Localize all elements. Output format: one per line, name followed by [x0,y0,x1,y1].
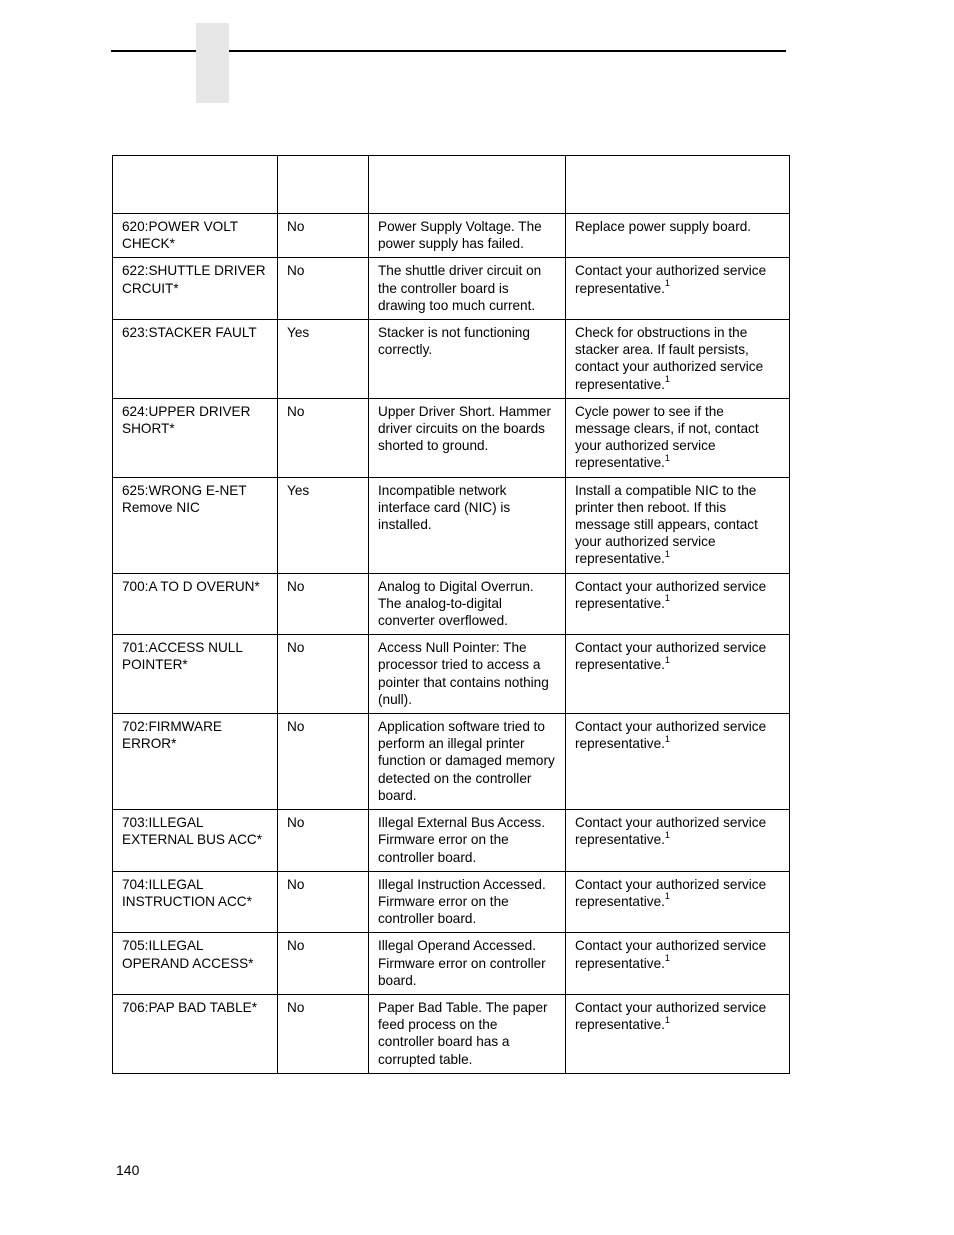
table-row [113,573,790,635]
action-cell [566,994,790,1073]
action-cell-text: Contact your authorized service representative. [575,999,767,1033]
action-cell [566,810,790,872]
column-header [566,156,790,214]
footnote-marker: 1 [664,278,670,289]
table-row [113,714,790,810]
explanation-cell-text: Incompatible network interface card (NIC) is installed. [378,482,511,533]
footnote-marker: 1 [664,891,670,902]
action-cell [566,398,790,477]
message-cell-text: 706:PAP BAD TABLE* [122,999,258,1015]
message-cell [113,477,278,573]
resettable-cell [278,258,369,320]
resettable-cell [278,810,369,872]
message-cell-text: 702:FIRMWARE ERROR* [122,719,222,752]
table-header-row [113,156,790,214]
resettable-cell [278,398,369,477]
error-message-table [112,155,790,1074]
column-header [278,156,369,214]
resettable-cell-text: No [287,719,305,735]
footnote-marker: 1 [664,1014,670,1025]
message-cell [113,398,278,477]
explanation-cell-text: Access Null Pointer: The processor tried to access a pointer that contains nothing (null). [378,640,549,707]
message-cell-text: 623:STACKER FAULT [122,325,257,341]
footnote-marker: 1 [664,374,670,385]
action-cell-text: Contact your authorized service representative. [575,815,767,848]
message-cell-text: 700:A TO D OVERUN* [122,578,260,594]
explanation-cell [369,810,566,872]
footnote-marker: 1 [664,593,670,604]
table-row [113,398,790,477]
action-cell-text: Contact your authorized service representative. [575,876,767,909]
action-cell [566,214,790,258]
message-cell-text: 705:ILLEGAL OPERAND ACCESS* [122,938,254,971]
message-cell-text: 703:ILLEGAL EXTERNAL BUS ACC* [122,815,263,848]
message-cell [113,573,278,635]
resettable-cell-text: No [287,938,305,954]
resettable-cell-text: Yes [287,482,310,498]
explanation-cell-text: The shuttle driver circuit on the controller board is drawing too much current. [378,263,542,313]
action-cell [566,933,790,995]
explanation-cell-text: Upper Driver Short. Hammer driver circuits on the boards shorted to ground. [378,403,551,454]
action-cell-text: Replace power supply board. [575,219,752,234]
resettable-cell [278,320,369,399]
page-number: 140 [116,1162,140,1178]
resettable-cell-text: No [287,578,305,594]
explanation-cell-text: Paper Bad Table. The paper feed process on the controller board has a corrupted table. [378,999,548,1067]
action-cell-text: Install a compatible NIC to the printer then reboot. If this message still appears, contact your authorized service representative. [575,482,758,567]
column-header [369,156,566,214]
action-cell [566,320,790,399]
action-cell [566,635,790,714]
resettable-cell [278,871,369,933]
explanation-cell [369,994,566,1073]
explanation-cell-text: Stacker is not functioning correctly. [378,325,530,358]
explanation-cell [369,871,566,933]
message-cell-text: 625:WRONG E-NET Remove NIC [122,482,247,515]
action-cell-text: Contact your authorized service representative. [575,938,767,971]
action-cell [566,477,790,573]
table-row [113,994,790,1073]
message-cell [113,714,278,810]
explanation-cell [369,635,566,714]
explanation-cell [369,933,566,995]
resettable-cell [278,714,369,810]
resettable-cell [278,994,369,1073]
explanation-cell-text: Illegal External Bus Access. Firmware error on the controller board. [378,815,545,865]
footnote-marker: 1 [664,654,670,665]
explanation-cell [369,573,566,635]
resettable-cell [278,477,369,573]
explanation-cell [369,398,566,477]
explanation-cell-text: Power Supply Voltage. The power supply has failed. [378,219,542,252]
resettable-cell [278,933,369,995]
message-cell [113,810,278,872]
message-cell [113,933,278,995]
resettable-cell-text: No [287,876,305,892]
table-row [113,477,790,573]
footnote-marker: 1 [664,952,670,963]
message-cell [113,635,278,714]
table-body [113,214,790,1074]
resettable-cell-text: Yes [287,325,310,341]
action-cell [566,573,790,635]
explanation-cell [369,214,566,258]
explanation-cell [369,714,566,810]
action-cell-text: Contact your authorized service representative. [575,719,767,752]
message-cell [113,320,278,399]
action-cell-text: Check for obstructions in the stacker area. If fault persists, contact your authorized service representative. [575,325,764,392]
resettable-cell-text: No [287,999,305,1015]
footnote-marker: 1 [664,548,670,559]
explanation-cell-text: Analog to Digital Overrun. The analog-to-digital converter overflowed. [378,578,534,629]
chapter-tab [196,23,229,103]
message-cell-text: 622:SHUTTLE DRIVER CRCUIT* [122,263,266,296]
table-row [113,214,790,258]
resettable-cell-text: No [287,640,305,656]
resettable-cell-text: No [287,219,305,234]
message-cell [113,214,278,258]
table-row [113,810,790,872]
action-cell-text: Cycle power to see if the message clears, if not, contact your authorized service representative. [575,403,759,471]
footnote-marker: 1 [664,452,670,463]
table-row [113,320,790,399]
resettable-cell-text: No [287,263,305,279]
message-cell-text: 704:ILLEGAL INSTRUCTION ACC* [122,876,252,909]
explanation-cell-text: Illegal Instruction Accessed. Firmware error on the controller board. [378,876,546,927]
message-cell-text: 701:ACCESS NULL POINTER* [122,640,243,673]
explanation-cell-text: Application software tried to perform an illegal printer function or damaged memory detected on the controller board. [378,719,555,803]
resettable-cell-text: No [287,403,305,419]
action-cell-text: Contact your authorized service representative. [575,263,767,296]
resettable-cell [278,635,369,714]
message-cell [113,871,278,933]
footnote-marker: 1 [664,733,670,744]
message-cell-text: 620:POWER VOLT CHECK* [122,219,238,252]
action-cell-text: Contact your authorized service representative. [575,578,767,611]
explanation-cell-text: Illegal Operand Accessed. Firmware error on controller board. [378,938,546,988]
table-row [113,258,790,320]
message-cell-text: 624:UPPER DRIVER SHORT* [122,403,251,437]
message-cell [113,994,278,1073]
action-cell-text: Contact your authorized service representative. [575,640,767,673]
action-cell [566,714,790,810]
explanation-cell [369,258,566,320]
footnote-marker: 1 [664,829,670,840]
table-row [113,933,790,995]
action-cell [566,871,790,933]
resettable-cell [278,214,369,258]
explanation-cell [369,477,566,573]
table-row [113,871,790,933]
table-row [113,635,790,714]
message-cell [113,258,278,320]
column-header [113,156,278,214]
resettable-cell-text: No [287,815,305,831]
explanation-cell [369,320,566,399]
resettable-cell [278,573,369,635]
action-cell [566,258,790,320]
